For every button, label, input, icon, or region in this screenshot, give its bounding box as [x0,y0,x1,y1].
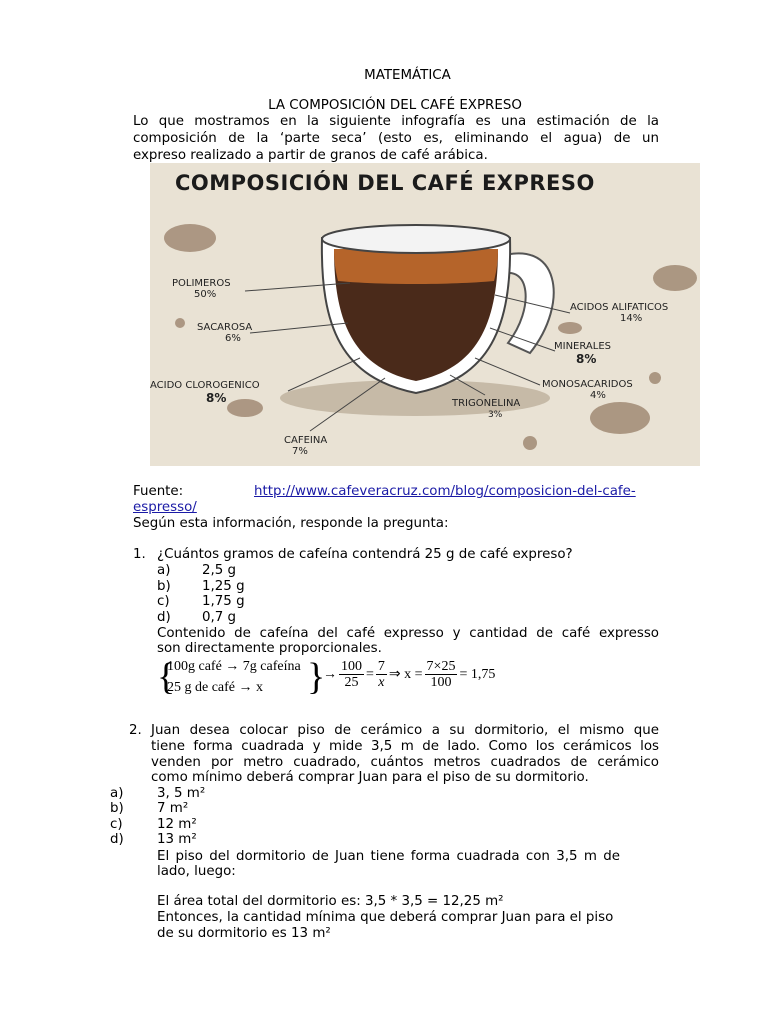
label-sacarosa: SACAROSA 6% [197,322,253,344]
q1-formula [157,657,537,701]
q1-option-value: 0,7 g [202,610,237,625]
q2-option-value: 3, 5 m² [157,786,206,801]
q1-option-letter: c) [157,594,170,609]
q1-explanation: Contenido de cafeína del café expresso y cantidad de café expresso [157,626,659,641]
label-trigonelina: TRIGONELINA 3% [452,398,521,420]
q2-explanation: El piso del dormitorio de Juan tiene forma cuadrada con 3,5 m de [157,849,620,864]
formula-brace: { [157,656,176,698]
question1-number: 1. [133,547,146,562]
question2-line: Juan desea colocar piso de cerámico a su dormitorio, el mismo que [151,723,659,738]
formula-row2: 25 g de café → x [167,680,264,695]
q2-option-value: 7 m² [157,801,189,816]
source-link[interactable]: http://www.cafeveracruz.com/blog/composicion-del-cafe- [254,484,636,499]
fraction-100-25: $\frac{100}{25}$ [341,659,362,690]
question2-number: 2. [129,723,142,738]
q1-option-value: 2,5 g [202,563,237,578]
document-title: LA COMPOSICIÓN DEL CAFÉ EXPRESO [268,98,522,113]
label-monosacaridos: MONOSACARIDOS 4% [542,379,633,401]
question2-line: venden por metro cuadrado, cuántos metros cuadrados de cerámico [151,755,659,770]
question2-line: como mínimo deberá comprar Juan para el piso de su dormitorio. [151,770,589,785]
q2-explanation: lado, luego: [157,864,236,879]
q2-explanation: El área total del dormitorio es: 3,5 * 3,5 = 12,25 m² [157,894,504,909]
cup-rim [322,225,510,253]
label-polimeros: POLIMEROS 50% [172,278,231,300]
q2-option-letter: a) [110,786,124,801]
question2-line: tiene forma cuadrada y mide 3,5 m de lado. Como los cerámicos los [151,739,659,754]
formula-closing-brace: } [307,656,326,698]
q1-option-letter: a) [157,563,171,578]
question1-text: ¿Cuántos gramos de cafeína contendrá 25 g de café expreso? [157,547,573,562]
label-minerales: MINERALES 8% [554,341,611,366]
q1-option-letter: d) [157,610,171,625]
q2-option-value: 13 m² [157,832,197,847]
q2-option-value: 12 m² [157,817,197,832]
coffee-crema [334,249,498,284]
equals-sign: = [366,666,374,682]
prompt-text: Según esta información, responde la pregunta: [133,516,449,531]
infographic-title: COMPOSICIÓN DEL CAFÉ EXPRESO [175,171,595,195]
intro-line: Lo que mostramos en la siguiente infografía es una estimación de la [133,114,659,129]
q1-option-value: 1,75 g [202,594,245,609]
source-link-continued[interactable]: espresso/ [133,500,197,515]
q1-option-letter: b) [157,579,171,594]
fraction-7x25-100: $\frac{7\times 25}{100}$ [426,659,456,690]
coffee-composition-infographic [150,163,700,466]
q2-option-letter: c) [110,817,123,832]
q2-explanation: Entonces, la cantidad mínima que deberá comprar Juan para el piso [157,910,614,925]
formula-result: = 1,75 [459,666,496,682]
label-cafeina: CAFEINA 7% [284,435,328,457]
formula-arrow: → [323,666,337,682]
formula-row1: 100g café → 7g cafeína [167,659,301,674]
q1-option-value: 1,25 g [202,579,245,594]
label-acido-clorogenico: ACIDO CLOROGENICO 8% [150,380,260,405]
source-label: Fuente: [133,484,184,499]
q1-explanation: son directamente proporcionales. [157,641,382,656]
intro-line: composición de la ‘parte seca’ (esto es, eliminando el agua) de un [133,131,659,146]
q2-explanation: de su dormitorio es 13 m² [157,926,331,941]
q2-option-letter: b) [110,801,124,816]
implies-x: ⇒ x = [388,667,423,682]
label-acidos-alifaticos: ACIDOS ALIFATICOS 14% [570,302,669,324]
formula-proportion [323,659,495,690]
intro-line: expreso realizado a partir de granos de café arábica. [133,148,488,163]
fraction-7-x: $\frac{7}{x}$ [377,659,385,690]
subject-heading: MATEMÁTICA [364,68,451,83]
q2-option-letter: d) [110,832,124,847]
